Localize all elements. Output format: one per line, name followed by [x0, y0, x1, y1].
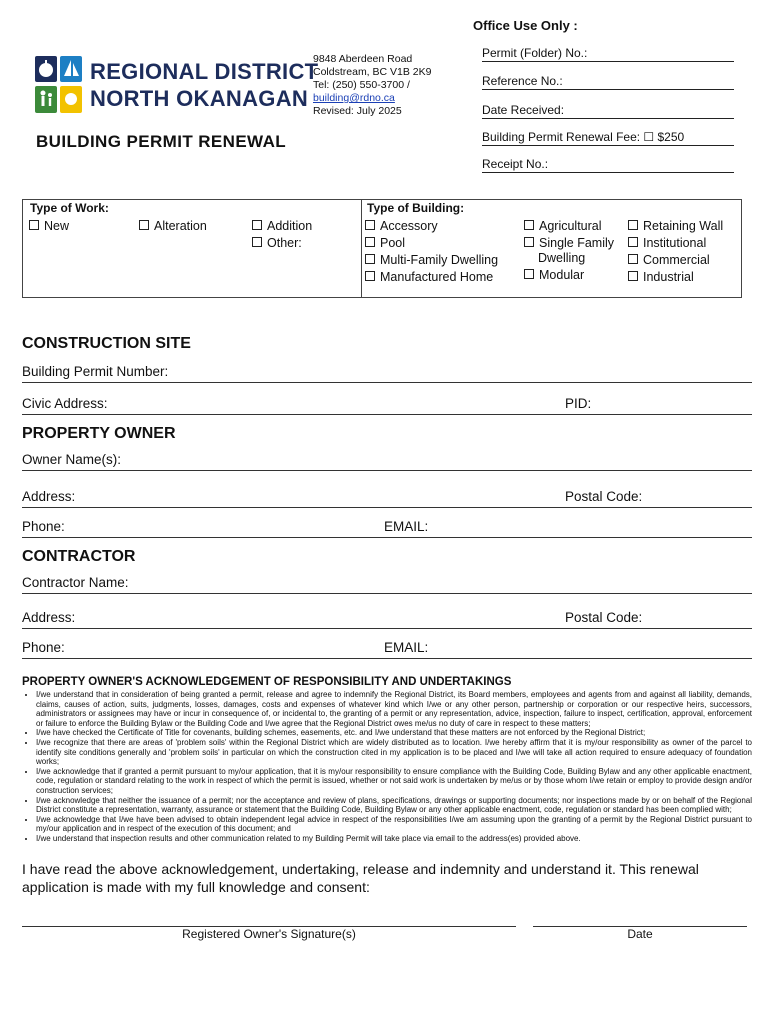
checkbox-icon[interactable] — [29, 220, 39, 230]
office-use-title: Office Use Only : — [473, 18, 578, 33]
ack-item: • I/we understand that in consideration of being granted a permit, release and agree to indemnify the Regional District, its Board members, employees and agents from and against all liability, demands, claims, causes of action, suits, judgments, losses, damages, costs and expenses of whatever kind which I/we or any other person, partnership or corporation or our respective heirs, successors, administrators or assignees may have or incur in consequence of, or incidental to, the granting of a permit or any representation, advice, inspection, failure to inspect, certification, approval, enforcement or failure to enforce the Building Bylaw or the Building Code and I/we agree that the Regional District owes me/us no duty of care in respect to these matters; — [36, 690, 752, 728]
type-of-work-heading: Type of Work: — [30, 201, 109, 215]
contractor-address-label: Address: — [22, 610, 76, 625]
checkbox-commercial[interactable]: Commercial — [628, 252, 710, 269]
checkbox-other[interactable]: Other: — [252, 235, 302, 252]
date-label: Date — [627, 927, 653, 941]
work-building-box — [22, 199, 742, 298]
form-title: BUILDING PERMIT RENEWAL — [36, 132, 287, 151]
checkbox-alteration[interactable]: Alteration — [139, 218, 207, 235]
checkbox-pool[interactable]: Pool — [365, 235, 405, 252]
civic-address-field[interactable] — [22, 396, 752, 415]
checkbox-icon[interactable] — [628, 271, 638, 281]
checkbox-single-family[interactable]: Single Family — [524, 235, 614, 252]
owner-address-label: Address: — [22, 489, 76, 504]
pid-label: PID: — [565, 396, 592, 411]
signature-label: Registered Owner's Signature(s) — [182, 927, 356, 941]
ack-item: • I/we acknowledge that neither the issuance of a permit; nor the acceptance and review of plans, specifications, drawings or supporting documents; nor inspections made by or on behalf of the Regional District constitute a representation, warranty, assurance or statement that the Building Code, Building Bylaw or any other applicable enactment, code, regulation or standard has been complied with; — [36, 796, 752, 815]
civic-address-label: Civic Address: — [22, 396, 108, 411]
checkbox-icon[interactable] — [628, 220, 638, 230]
checkbox-industrial[interactable]: Industrial — [628, 269, 694, 286]
checkbox-icon[interactable] — [524, 220, 534, 230]
consent-statement: I have read the above acknowledgement, undertaking, release and indemnity and understand it. This renewal application is made with my full knowledge and consent: — [22, 861, 699, 895]
owner-email-label: EMAIL: — [384, 519, 429, 534]
contractor-postal-label: Postal Code: — [565, 610, 643, 625]
single-family-line2: Dwelling — [538, 251, 586, 265]
owner-names-label: Owner Name(s): — [22, 452, 122, 467]
permit-folder-field[interactable]: Permit (Folder) No.: — [482, 46, 734, 62]
address-tel: Tel: (250) 550-3700 / — [313, 79, 410, 91]
revised-date: Revised: July 2025 — [313, 105, 402, 117]
ack-item: • I/we acknowledge that I/we have been advised to obtain independent legal advice in respect of the responsibilities I/we am assuming upon the granting of a permit by the Regional District pursuant to my/our application and in respect of the execution of this document; and — [36, 815, 752, 834]
checkbox-retaining-wall[interactable]: Retaining Wall — [628, 218, 723, 235]
checkbox-new[interactable]: New — [29, 218, 69, 235]
owner-address-field[interactable] — [22, 489, 752, 508]
checkbox-multi-family[interactable]: Multi-Family Dwelling — [365, 252, 498, 269]
checkbox-icon[interactable] — [628, 237, 638, 247]
owner-names-field[interactable] — [22, 452, 752, 471]
family-icon — [35, 86, 57, 113]
acknowledgement-list — [22, 690, 752, 844]
contractor-name-field[interactable] — [22, 575, 752, 594]
contractor-phone-label: Phone: — [22, 640, 65, 655]
owner-phone-label: Phone: — [22, 519, 65, 534]
org-address — [313, 53, 431, 118]
building-permit-number-field[interactable] — [22, 364, 752, 383]
contractor-phone-field[interactable] — [22, 640, 752, 659]
contractor-address-field[interactable] — [22, 610, 752, 629]
owner-phone-field[interactable] — [22, 519, 752, 538]
checkbox-agricultural[interactable]: Agricultural — [524, 218, 602, 235]
checkbox-icon[interactable] — [365, 254, 375, 264]
org-name-line1: REGIONAL DISTRICT — [90, 59, 319, 84]
checkbox-institutional[interactable]: Institutional — [628, 235, 706, 252]
renewal-fee-field[interactable]: Building Permit Renewal Fee: ☐ $250 — [482, 130, 734, 146]
checkbox-icon[interactable] — [252, 237, 262, 247]
checkbox-manufactured[interactable]: Manufactured Home — [365, 269, 493, 286]
checkbox-icon[interactable] — [365, 271, 375, 281]
building-permit-number-label: Building Permit Number: — [22, 364, 169, 379]
property-owner-heading: PROPERTY OWNER — [22, 425, 176, 442]
org-name — [90, 58, 318, 112]
address-line2: Coldstream, BC V1B 2K9 — [313, 66, 432, 78]
contractor-email-label: EMAIL: — [384, 640, 429, 655]
checkbox-icon[interactable] — [524, 269, 534, 279]
receipt-field[interactable]: Receipt No.: — [482, 157, 734, 173]
checkbox-icon[interactable] — [524, 237, 534, 247]
acknowledgement-title: PROPERTY OWNER'S ACKNOWLEDGEMENT OF RESPONSIBILITY AND UNDERTAKINGS — [22, 676, 512, 688]
ack-item: • I/we acknowledge that if granted a permit pursuant to my/our application, that it is my/our responsibility to ensure compliance with the Building Code, Building Bylaw and any other applicable enactment, code, regulation or standard relating to the work in respect of which the permit is issued, whether or not said work is undertaken by me/us or by those whom I/we retain or employ to provide design and/or construction services; — [36, 767, 752, 796]
contractor-heading: CONTRACTOR — [22, 548, 136, 565]
org-name-line2: NORTH OKANAGAN — [90, 86, 309, 111]
checkbox-icon[interactable] — [139, 220, 149, 230]
contractor-name-label: Contractor Name: — [22, 575, 129, 590]
type-of-building-heading: Type of Building: — [367, 201, 465, 215]
checkbox-icon[interactable] — [365, 237, 375, 247]
rdno-logo — [34, 54, 86, 116]
date-received-field[interactable]: Date Received: — [482, 103, 734, 119]
checkbox-addition[interactable]: Addition — [252, 218, 312, 235]
checkbox-icon[interactable] — [365, 220, 375, 230]
ack-item: • I/we recognize that there are areas of 'problem soils' within the Regional District which are widely distributed as to location. I/we hereby affirm that it is my/our responsibility as owner of the parcel to identify site conditions generally and 'problem soils' in particular on which the construction cited in my application is to be placed and I/we will take all action required to ensure adequacy of foundation works; — [36, 738, 752, 767]
ack-item: • I/we understand that inspection results and other communication related to my Building Permit will take place via email to the address(es) provided above. — [36, 834, 752, 844]
owner-postal-label: Postal Code: — [565, 489, 643, 504]
reference-field[interactable]: Reference No.: — [482, 74, 734, 90]
checkbox-icon[interactable] — [628, 254, 638, 264]
address-line1: 9848 Aberdeen Road — [313, 53, 413, 65]
email-link[interactable]: building@rdno.ca — [313, 92, 395, 104]
checkbox-modular[interactable]: Modular — [524, 267, 584, 284]
checkbox-accessory[interactable]: Accessory — [365, 218, 438, 235]
construction-site-heading: CONSTRUCTION SITE — [22, 335, 191, 352]
checkbox-icon[interactable] — [252, 220, 262, 230]
ack-item: • I/we have checked the Certificate of Title for covenants, building schemes, easements, etc. and I/we understand that these matters are not enforced by the Regional District; — [36, 728, 752, 738]
